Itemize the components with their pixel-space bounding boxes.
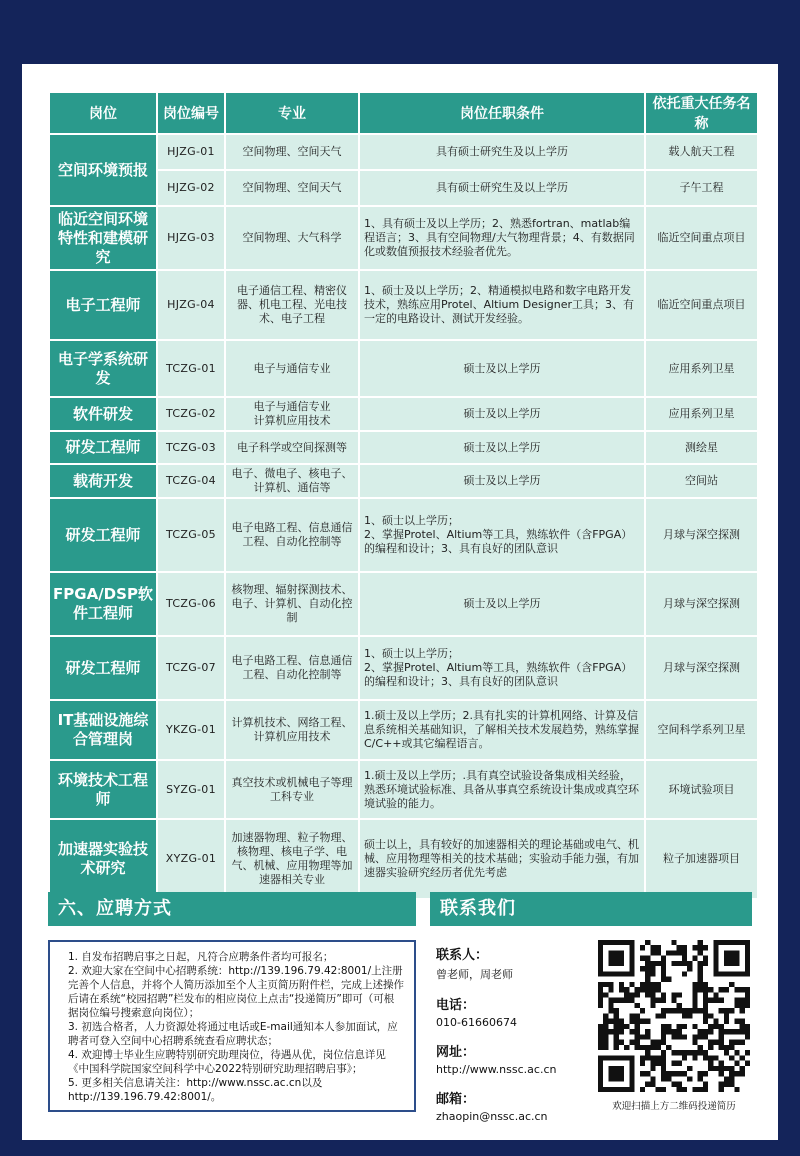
code-cell: TCZG-06 (158, 573, 224, 635)
task-cell: 粒子加速器项目 (646, 820, 757, 898)
code-cell: TCZG-05 (158, 499, 224, 571)
code-cell: XYZG-01 (158, 820, 224, 898)
table-header-row (50, 93, 757, 133)
requirements-cell: 具有硕士研究生及以上学历 (360, 135, 644, 169)
contact-info (436, 942, 596, 1135)
major-cell: 空间物理、空间天气 (226, 171, 358, 205)
task-cell: 月球与深空探测 (646, 499, 757, 571)
code-cell: SYZG-01 (158, 761, 224, 818)
position-cell: FPGA/DSP软件工程师 (50, 573, 156, 635)
table-row (50, 637, 757, 699)
code-cell: TCZG-03 (158, 432, 224, 463)
task-cell: 月球与深空探测 (646, 637, 757, 699)
position-cell: 研发工程师 (50, 637, 156, 699)
contact-url-link[interactable]: http://www.nssc.ac.cn (436, 1063, 557, 1076)
contact-email-label: 邮箱： (436, 1092, 476, 1107)
major-cell: 电子电路工程、信息通信工程、自动化控制等 (226, 499, 358, 571)
major-cell: 空间物理、空间天气 (226, 135, 358, 169)
table-row (50, 398, 757, 430)
requirements-cell: 硕士及以上学历 (360, 573, 644, 635)
position-cell: 研发工程师 (50, 499, 156, 571)
code-cell: HJZG-02 (158, 171, 224, 205)
code-cell: HJZG-03 (158, 207, 224, 269)
table-row (50, 761, 757, 818)
requirements-cell: 1.硕士及以上学历；.具有真空试验设备集成相关经验，熟悉环境试验标准、具备从事真空系统设计集成或真空环境试验的能力。 (360, 761, 644, 818)
task-cell: 空间站 (646, 465, 757, 497)
major-cell: 真空技术或机械电子等理工科专业 (226, 761, 358, 818)
contact-person-value: 曾老师，周老师 (436, 968, 513, 981)
code-cell: TCZG-04 (158, 465, 224, 497)
task-cell: 子午工程 (646, 171, 757, 205)
code-cell: TCZG-07 (158, 637, 224, 699)
position-cell: 软件研发 (50, 398, 156, 430)
requirements-cell: 硕士及以上学历 (360, 398, 644, 430)
position-cell: 临近空间环境特性和建模研究 (50, 207, 156, 269)
major-cell: 计算机技术、网络工程、计算机应用技术 (226, 701, 358, 759)
task-cell: 空间科学系列卫星 (646, 701, 757, 759)
apply-item: 1. 自发布招聘启事之日起，凡符合应聘条件者均可报名； (68, 951, 334, 963)
apply-item: 5. 更多相关信息请关注：http://www.nssc.ac.cn以及http://139.196.79.42:8001/。 (68, 1077, 323, 1103)
major-cell: 电子通信工程、精密仪器、机电工程、光电技术、电子工程 (226, 271, 358, 339)
contact-url-label: 网址： (436, 1045, 476, 1060)
major-cell: 电子、微电子、核电子、计算机、通信等 (226, 465, 358, 497)
task-cell: 应用系列卫星 (646, 341, 757, 396)
table-row (50, 701, 757, 759)
major-cell: 空间物理、大气科学 (226, 207, 358, 269)
task-cell: 临近空间重点项目 (646, 271, 757, 339)
major-cell: 电子与通信专业 计算机应用技术 (226, 398, 358, 430)
header-major: 专业 (226, 93, 358, 133)
requirements-cell: 硕士以上，具有较好的加速器相关的理论基础或电气、机械、应用物理等相关的技术基础；实验动手能力强，有加速器实验研究经历者优先考虑 (360, 820, 644, 898)
position-cell: 载荷开发 (50, 465, 156, 497)
header-task: 依托重大任务名称 (646, 93, 757, 133)
task-cell: 临近空间重点项目 (646, 207, 757, 269)
table-row (50, 573, 757, 635)
task-cell: 测绘星 (646, 432, 757, 463)
header-requirements: 岗位任职条件 (360, 93, 644, 133)
code-cell: TCZG-02 (158, 398, 224, 430)
table-row (50, 135, 757, 169)
requirements-cell: 硕士及以上学历 (360, 341, 644, 396)
position-cell: 电子工程师 (50, 271, 156, 339)
major-cell: 加速器物理、粒子物理、核物理、核电子学、电气、机械、应用物理等加速器相关专业 (226, 820, 358, 898)
requirements-cell: 1、具有硕士及以上学历；2、熟悉fortran、matlab编程语言；3、具有空间物理/大气物理背景；4、有数据同化或数值预报技术经验者优先。 (360, 207, 644, 269)
requirements-cell: 具有硕士研究生及以上学历 (360, 171, 644, 205)
code-cell: YKZG-01 (158, 701, 224, 759)
position-cell: 环境技术工程师 (50, 761, 156, 818)
task-cell: 环境试验项目 (646, 761, 757, 818)
contact-phone-value: 010-61660674 (436, 1016, 517, 1029)
jobs-table-body (50, 135, 757, 898)
contact-section-title: 联系我们 (430, 892, 752, 926)
table-row (50, 171, 757, 205)
table-row (50, 271, 757, 339)
table-row (50, 341, 757, 396)
header-position: 岗位 (50, 93, 156, 133)
requirements-cell: 1.硕士及以上学历；2.具有扎实的计算机网络、计算及信息系统相关基础知识，了解相关技术发展趋势，熟练掌握C/C++或其它编程语言。 (360, 701, 644, 759)
apply-item: 2. 欢迎大家在空间中心招聘系统：http://139.196.79.42:8001/上注册完善个人信息，并将个人简历添加至个人主页简历附件栏，完成上述操作后请在系统“校园招聘”栏发布的相应岗位上点击“投递简历”即可（可根据岗位编号搜索意向岗位）； (68, 965, 404, 1019)
table-row (50, 465, 757, 497)
requirements-cell: 硕士及以上学历 (360, 432, 644, 463)
header-code: 岗位编号 (158, 93, 224, 133)
qr-code-icon (598, 940, 750, 1092)
requirements-cell: 硕士及以上学历 (360, 465, 644, 497)
contact-person-label: 联系人： (436, 948, 489, 963)
table-row (50, 820, 757, 898)
major-cell: 电子与通信专业 (226, 341, 358, 396)
table-row (50, 432, 757, 463)
position-cell: IT基础设施综合管理岗 (50, 701, 156, 759)
table-row (50, 499, 757, 571)
apply-item: 3. 初选合格者，人力资源处将通过电话或E-mail通知本人参加面试，应聘者可登入空间中心招聘系统查看应聘状态； (68, 1021, 398, 1047)
task-cell: 应用系列卫星 (646, 398, 757, 430)
code-cell: HJZG-04 (158, 271, 224, 339)
major-cell: 核物理、辐射探测技术、电子、计算机、自动化控制 (226, 573, 358, 635)
major-cell: 电子电路工程、信息通信工程、自动化控制等 (226, 637, 358, 699)
contact-phone-label: 电话： (436, 998, 476, 1013)
major-cell: 电子科学或空间探测等 (226, 432, 358, 463)
apply-section-title: 六、应聘方式 (48, 892, 416, 926)
requirements-cell: 1、硕士以上学历； 2、掌握Protel、Altium等工具，熟练软件（含FPGA）的编程和设计；3、具有良好的团队意识 (360, 499, 644, 571)
task-cell: 月球与深空探测 (646, 573, 757, 635)
apply-box (48, 940, 416, 1112)
table-row (50, 207, 757, 269)
apply-item: 4. 欢迎博士毕业生应聘特别研究助理岗位，待遇从优，岗位信息详见《中国科学院国家空间科学中心2022特别研究助理招聘启事》； (68, 1049, 386, 1075)
jobs-table (48, 91, 759, 900)
position-cell: 电子学系统研发 (50, 341, 156, 396)
position-cell: 研发工程师 (50, 432, 156, 463)
position-cell: 空间环境预报 (50, 135, 156, 205)
position-cell: 加速器实验技术研究 (50, 820, 156, 898)
qr-caption: 欢迎扫描上方二维码投递简历 (612, 1101, 736, 1112)
requirements-cell: 1、硕士以上学历； 2、掌握Protel、Altium等工具，熟练软件（含FPGA）的编程和设计；3、具有良好的团队意识 (360, 637, 644, 699)
code-cell: TCZG-01 (158, 341, 224, 396)
code-cell: HJZG-01 (158, 135, 224, 169)
requirements-cell: 1、硕士及以上学历；2、精通模拟电路和数字电路开发技术，熟练应用Protel、Altium Designer工具；3、有一定的电路设计、测试开发经验。 (360, 271, 644, 339)
task-cell: 载人航天工程 (646, 135, 757, 169)
contact-email-link[interactable]: zhaopin@nssc.ac.cn (436, 1110, 548, 1123)
